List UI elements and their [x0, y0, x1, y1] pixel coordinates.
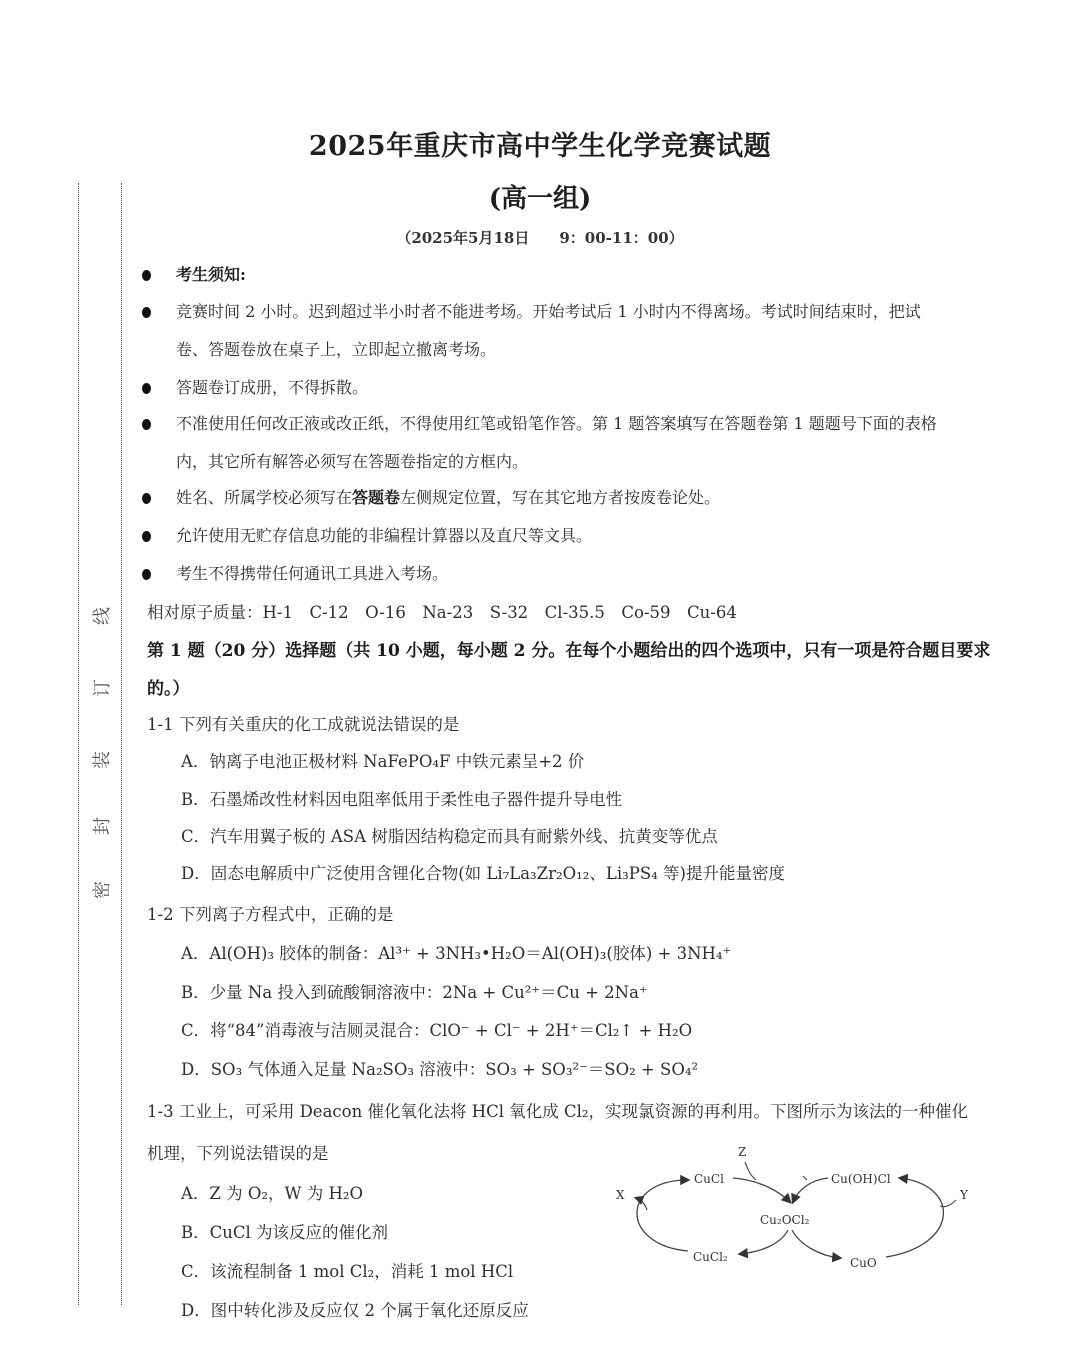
section1-heading-cont: 的。）: [147, 679, 190, 699]
label-y: Y: [960, 1188, 968, 1202]
node-cuo: CuO: [850, 1256, 877, 1270]
option-1-3-d: D．图中转化涉及反应仅 2 个属于氧化还原反应: [181, 1301, 529, 1320]
arrow-cucl-to-cu2ocl2: [733, 1178, 790, 1202]
option-1-2-b: B．少量 Na 投入到硫酸铜溶液中：2Na + Cu²⁺＝Cu + 2Na⁺: [181, 983, 648, 1002]
binding-char-mi: 密: [92, 881, 113, 899]
option-1-1-c: C．汽车用翼子板的 ASA 树脂因结构稳定而具有耐紫外线、抗黄变等优点: [181, 827, 718, 846]
arrow-cucl2-to-cucl: [637, 1180, 688, 1251]
question-1-2: 1-2 下列离子方程式中，正确的是: [147, 905, 394, 924]
bullet-icon: [142, 383, 151, 394]
bullet-icon: [142, 569, 151, 580]
exam-date-time: （2025年5月18日 9：00-11：00）: [396, 229, 684, 247]
section1-heading: 第 1 题（20 分）选择题（共 10 小题，每小题 2 分。在每个小题给出的四个选项中，只有一项是符合题目要求: [147, 641, 991, 661]
node-cucl: CuCl: [694, 1172, 724, 1186]
bullet-icon: [142, 270, 151, 281]
exam-group: (高一组): [488, 184, 592, 214]
atomic-masses: 相对原子质量：H-1 C-12 O-16 Na-23 S-32 Cl-35.5 Co-59 Cu-64: [147, 603, 737, 622]
bullet-icon: [142, 531, 151, 542]
exam-title: 2025年重庆市高中学生化学竞赛试题: [308, 131, 772, 162]
arrow-cu2ocl2-to-cucl2: [740, 1230, 788, 1254]
option-1-3-a: A．Z 为 O₂，W 为 H₂O: [181, 1184, 363, 1203]
bullet-icon: [142, 307, 151, 318]
option-1-1-a: A．钠离子电池正极材料 NaFePO₄F 中铁元素呈+2 价: [181, 752, 585, 771]
arrow-cuohcl-to-cu2ocl2: [793, 1178, 828, 1202]
binding-char-zhuang: 装: [92, 751, 113, 769]
binding-char-xian: 线: [92, 607, 113, 625]
arrow-cu2ocl2-to-cuo: [792, 1230, 840, 1258]
catalytic-cycle-diagram: [600, 1140, 1000, 1280]
node-cu2ocl2: Cu₂OCl₂: [760, 1213, 810, 1227]
label-z: Z: [738, 1145, 747, 1159]
binding-char-ding: 订: [92, 679, 113, 697]
binding-char-feng: 封: [92, 817, 113, 835]
option-1-1-d: D．固态电解质中广泛使用含锂化合物(如 Li₇La₃Zr₂O₁₂、Li₃PS₄ 等)提升能量密度: [181, 864, 785, 883]
option-1-2-d: D．SO₃ 气体通入足量 Na₂SO₃ 溶液中：SO₃ + SO₃²⁻＝SO₂ + SO₄²: [181, 1060, 699, 1079]
label-x: X: [616, 1188, 625, 1202]
node-cuohcl: Cu(OH)Cl: [831, 1172, 891, 1186]
answer-sheet-emphasis: 答题卷: [352, 488, 401, 507]
arrow-w-out: [803, 1176, 807, 1180]
bullet-icon: [142, 493, 151, 504]
question-1-3: 1-3 工业上，可采用 Deacon 催化氧化法将 HCl 氧化成 Cl₂，实现氯资源的再利用。下图所示为该法的一种催化: [147, 1102, 968, 1121]
bullet-icon: [142, 419, 151, 430]
option-1-1-b: B．石墨烯改性材料因电阻率低用于柔性电子器件提升导电性: [181, 790, 623, 809]
option-1-3-c: C．该流程制备 1 mol Cl₂，消耗 1 mol HCl: [181, 1262, 514, 1281]
node-cucl2: CuCl₂: [693, 1250, 728, 1264]
binding-line-outer: [78, 183, 79, 1305]
binding-line-inner: [121, 183, 122, 1305]
option-1-2-c: C．将“84”消毒液与洁厕灵混合：ClO⁻ + Cl⁻ + 2H⁺＝Cl₂↑ + H₂O: [181, 1021, 693, 1040]
arrow-z-in: [745, 1162, 756, 1180]
arrow-cuo-to-cuohcl: [886, 1178, 943, 1257]
question-1-1: 1-1 下列有关重庆的化工成就说法错误的是: [147, 715, 460, 734]
question-1-3-cont: 机理，下列说法错误的是: [147, 1144, 329, 1163]
option-1-2-a: A．Al(OH)₃ 胶体的制备：Al³⁺ + 3NH₃•H₂O＝Al(OH)₃(胶体) + 3NH₄⁺: [181, 944, 732, 963]
option-1-3-b: B．CuCl 为该反应的催化剂: [181, 1223, 389, 1242]
